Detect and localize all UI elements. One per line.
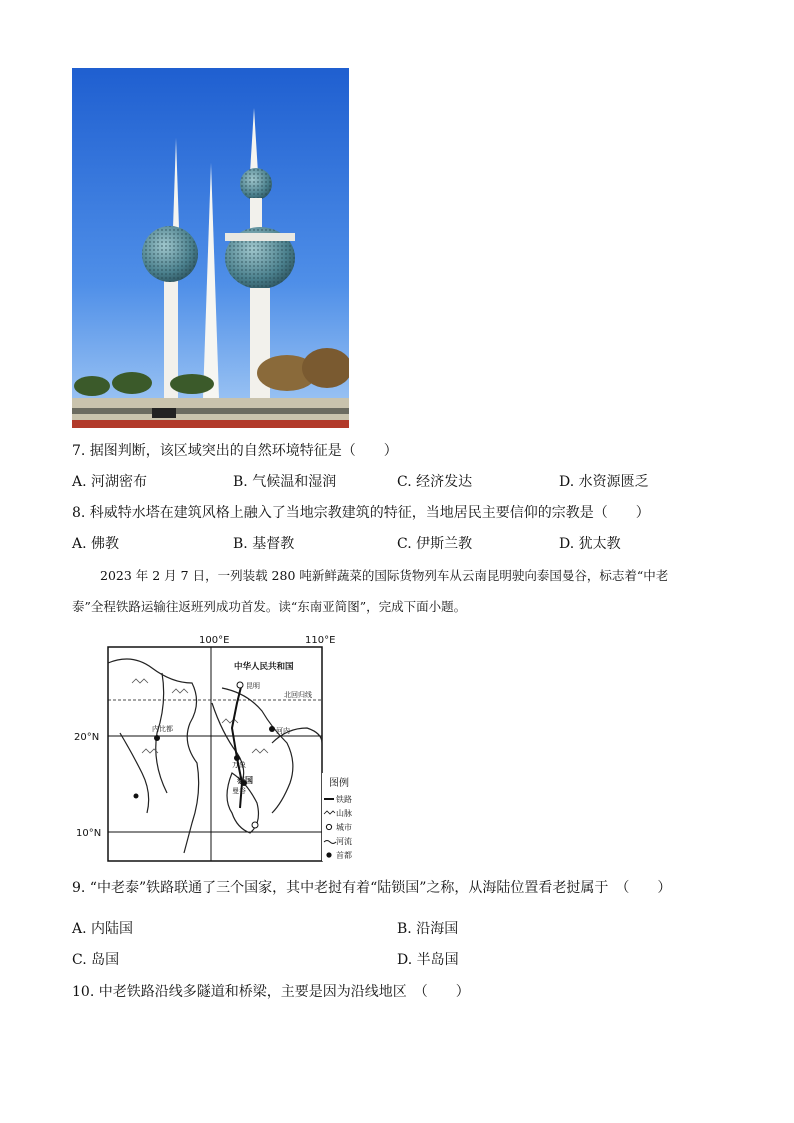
legend-title: 图例 — [329, 778, 349, 789]
hanoi-label: 河内 — [276, 727, 290, 735]
question-9-stem: 9. “中老泰”铁路联通了三个国家，其中老挝有着“陆锁国”之称，从海陆位置看老挝属于 （ ） — [72, 880, 672, 896]
lon-100-label: 100°E — [199, 635, 230, 646]
passage-line-1: 2023 年 2 月 7 日，一列装载 280 吨新鲜蔬菜的国际货物列车从云南昆明驶向泰国曼谷，标志着“中老 — [100, 568, 669, 583]
q7-option-a[interactable]: A. 河湖密布 — [72, 474, 148, 490]
q7-option-c[interactable]: C. 经济发达 — [397, 474, 473, 490]
china-label: 中华人民共和国 — [234, 662, 294, 672]
q9-option-b[interactable]: B. 沿海国 — [397, 921, 459, 937]
q7-option-b[interactable]: B. 气候温和湿润 — [233, 474, 337, 490]
passage-line-2: 泰”全程铁路运输往返班列成功首发。读“东南亚简图”，完成下面小题。 — [72, 599, 467, 614]
question-8-stem: 8. 科威特水塔在建筑风格上融入了当地宗教建筑的特征，当地居民主要信仰的宗教是（ ） — [72, 505, 650, 521]
q9-option-d[interactable]: D. 半岛国 — [397, 952, 459, 968]
lat-10-label: 10°N — [76, 828, 102, 839]
question-10-stem: 10. 中老铁路沿线多隧道和桥梁，主要是因为沿线地区 （ ） — [72, 984, 470, 1000]
vientiane-label: 万象 — [232, 761, 246, 769]
lat-20-label: 20°N — [74, 732, 100, 743]
q9-option-c[interactable]: C. 岛国 — [72, 952, 120, 968]
lon-110-label: 110°E — [305, 635, 336, 646]
q7-option-d[interactable]: D. 水资源匮乏 — [559, 474, 649, 490]
tropic-label: 北回归线 — [284, 691, 312, 699]
kuwait-towers-photo — [72, 68, 349, 428]
question-7-stem: 7. 据图判断，该区域突出的自然环境特征是（ ） — [72, 443, 398, 459]
legend-mountain: 山脉 — [336, 809, 352, 818]
q8-option-d[interactable]: D. 犹太教 — [559, 536, 621, 552]
southeast-asia-map — [72, 633, 362, 865]
q8-option-b[interactable]: B. 基督教 — [233, 536, 295, 552]
thailand-label: 泰国 — [237, 776, 253, 785]
bangkok-label: 曼谷 — [232, 787, 246, 795]
kunming-label: 昆明 — [246, 682, 260, 690]
legend-railway: 铁路 — [336, 795, 352, 804]
naypyidaw-label: 内比都 — [152, 725, 173, 733]
legend-river: 河流 — [336, 837, 352, 846]
q8-option-a[interactable]: A. 佛教 — [72, 536, 120, 552]
q9-option-a[interactable]: A. 内陆国 — [72, 921, 134, 937]
legend-capital: 首都 — [336, 851, 352, 860]
legend-city: 城市 — [336, 823, 352, 832]
q8-option-c[interactable]: C. 伊斯兰教 — [397, 536, 473, 552]
